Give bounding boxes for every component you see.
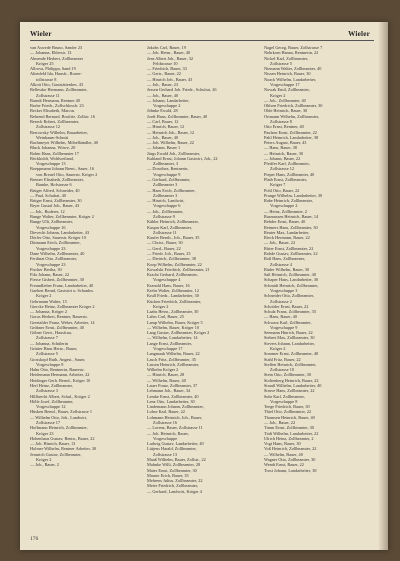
directory-entry: Vorgeschuppe 9 [153, 171, 181, 177]
directory-entry: Zollstrasse 2 [270, 298, 292, 304]
directory-entry: Fikr Johann, Bauer, 22 [30, 272, 70, 278]
directory-entry: Kröger 2 [270, 346, 286, 352]
directory-entry: — Carl, Bauer, 12 [147, 118, 179, 124]
directory-entry: — Friedrich, Bauer, 33 [147, 66, 187, 72]
directory-entry: — Wilhelm Otto, Joh., Landwirt, [30, 414, 88, 420]
directory-entry: Vogt Hans, Bauer, 30 [264, 441, 301, 447]
directory-entry: Vorgeschuppe 2 [270, 203, 298, 209]
directory-entry: Herl Heinz, Zollbeamter, [30, 383, 74, 388]
directory-entry: Krebs Walter, Zollbeamter, 12 [147, 287, 199, 293]
directory-entry: — Joh., Bauer, 22 [264, 240, 296, 246]
directory-entry: — Johanna, Schülerin [30, 340, 69, 346]
directory-entry: — Hans Erich, Zollbeamter, [147, 187, 196, 193]
directory-entry: Hölle Josef, Zollbeamter, [30, 398, 74, 404]
directory-entry: Kracht Gerhard, Zollbeamter, [147, 272, 198, 278]
directory-entry: Vorgeschuppe 4 [153, 277, 181, 283]
directory-entry: Vorgeschuppe 12 [36, 404, 66, 410]
directory-entry: — Johann, Bauer 1 [147, 145, 181, 151]
directory-entry: — Gerd., Bauer, 22 [147, 245, 181, 251]
directory-entry: Berrowsky Wilhelm, Bauarbeiter, [30, 129, 88, 135]
directory-entry: Barndt Hermann, Rentner 40 [30, 97, 80, 103]
running-header-left: Wieler [30, 30, 52, 38]
directory-entry: Bambe, Hofstrasse 6 [36, 182, 72, 188]
directory-entry: Bluck Johanna, Witwe, 20 [30, 145, 76, 151]
directory-entry: Stoltenberg Heinrich, Bauer, 22 [264, 377, 319, 383]
directory-entry: Schneider Otto, Zollbeamter, [264, 293, 314, 299]
directory-entry: — Gerhard, Landwirt, Kröger 4 [147, 488, 202, 494]
directory-entry: — Joh., Bauer, 23 [147, 81, 179, 87]
directory-entry: Zollbeamter, 3 [153, 161, 179, 167]
directory-entry: Fischer Bertha, 30 [30, 266, 62, 272]
directory-entry: Lohse Karl, Bauer, 22 [147, 409, 185, 415]
directory-entry: van Aswede Bruno, Sander 23 [30, 45, 83, 50]
header-rule [30, 40, 374, 41]
directory-entry: Lemke Ernst, Zollbeamter, 40 [147, 393, 199, 399]
directory-entry: Maaß Wilhelm, Bauer, Zollstr., 22 [147, 456, 206, 462]
directory-entry: Ritter Ernst, Zollbeamter, 22 [264, 245, 314, 251]
directory-entry: Dane Wilhelm, Zollbeamter, 40 [30, 250, 85, 256]
directory-entry: Kaufer Bernh., Joh., Bauer, 35 [147, 235, 200, 241]
directory-entry: Kowalski Friedrich, Zollbeamter, 21 [147, 266, 210, 272]
directory-entry: Zollstrasse 17 [36, 419, 60, 425]
directory-entry: Kröger 23 [36, 430, 54, 436]
directory-entry: Lang Gustav, Zollbeamter, Kröger 2 [147, 330, 210, 336]
directory-entry: Pahl Heinrich, Landarbeiter, 38 [264, 134, 319, 140]
directory-entry: Zollstrasse 12 [270, 166, 294, 172]
directory-entry: Kücken Friedrich, Zollbeamter, [147, 298, 202, 304]
directory-entry: Zollstrasse 11 [153, 229, 177, 235]
directory-entry: Bunge Walter, Zollbeamter, Kröger 2 [30, 214, 94, 219]
directory-entry: Teege Friedrich, Bauer, 30 [264, 404, 310, 410]
directory-entry: Saß Heinrich, Zollbeamter, 40 [264, 272, 316, 278]
directory-entry: — Wilhelm, Bauer, 40 [264, 451, 303, 457]
directory-entry: Maier Ernst, Zollbeamter, 30 [147, 467, 197, 473]
directory-entry: — Hans, Bauer, 40 [264, 314, 297, 320]
directory-entry: Feldstrasse 10 [153, 60, 178, 66]
directory-entry: Altenfeld Ida, Hausfr., Rosen- [30, 71, 82, 77]
directory-entry: Schulz Franz, Zollbeamter, 35 [264, 309, 316, 315]
directory-entry: Vorgeschuppe 9 [270, 324, 298, 330]
directory-entry: Timm Ernst, Zollbeamter, 30 [264, 425, 314, 431]
directory-entry: Allrova, Philippa, Sand 19 [30, 66, 76, 72]
directory-entry: Meier Friedrich, Zollbeamter, [147, 483, 199, 489]
directory-entry: Vorgeschuppe 3 [270, 287, 298, 293]
directory-entry: — Wilhelm, Bauer, Kröger 10 [147, 324, 200, 330]
directory-entry: Ulrich Heinz, Zollbeamter, 2 [264, 435, 314, 441]
directory-entry: Lindemann Johann, Zollbeamter, [147, 404, 204, 410]
directory-entry: Struve Hans, Zollbeamter, 22 [264, 388, 315, 394]
directory-entry: Schwarz Karl, Zollbeamter, [264, 319, 312, 325]
directory-entry: Roß Hans, Zollbeamter, [264, 256, 306, 262]
directory-entry: Holmer Wilhelm, Rentner Arbeiter, 30 [30, 446, 97, 452]
directory-entry: Plath Ernst, Zollbeamter, [264, 177, 308, 183]
directory-entry: Vorgeschuppe 8 [36, 361, 64, 367]
directory-entry: Trost Johann, Landarbeiter, 38 [264, 467, 317, 473]
directory-entry: Hüsken Bernd., Bauer, Zollstrasse 1 [30, 409, 93, 415]
directory-entry: Zollstrasse 10 [270, 367, 294, 373]
directory-entry: Ludwig Gustav, Landarbeiter, 40 [147, 441, 204, 447]
directory-entry: — Joh., Bauer, 2 [30, 462, 59, 468]
directory-entry: Krull Friedr., Landarbeiter, 30 [147, 293, 199, 299]
directory-entry: — Joh., Bauer, 40 [147, 92, 179, 98]
directory-entry: Zollstrasse 11 [36, 92, 60, 98]
directory-entry: Langmaak Wilhelm, Bauer, 22 [147, 351, 200, 357]
directory-entry: Laabs Heinr., Zollbeamter, 30 [147, 309, 199, 315]
directory-entry: Lamp Wilhelm, Bauer, Kröger 5 [147, 319, 203, 325]
directory-entry: Pieper Hans, Zollbeamter, 40 [264, 171, 315, 177]
directory-entry: Ohlsen Friedrich, Zollbeamter, 30 [264, 103, 323, 109]
directory-entry: — Johann, Bauer, 22 [264, 155, 301, 161]
directory-entry: — Joh., Zollbeamter, 40 [264, 97, 306, 103]
directory-entry: Stahl Fritz, Bauer, 22 [264, 356, 301, 362]
column-2 [147, 45, 258, 523]
directory-entry: tollstrasse 8 [36, 76, 57, 82]
directory-entry: Beseck Robert, Zollbeamter, [30, 118, 80, 124]
directory-entry: Zollstrasse 5 [270, 60, 292, 66]
column-1 [30, 45, 141, 523]
directory-entry: Grosskopf Ruth, Angest., Sauer, [30, 356, 86, 362]
directory-entry: Rüder Wilhelm, Bauer, 30 [264, 266, 310, 272]
directory-entry: Wilhelm Kröger 2 [147, 367, 179, 373]
directory-entry: Ortmann Wilhelm, Zollbeamter, [264, 113, 320, 119]
directory-entry: Zollbeamter 3 [153, 192, 178, 198]
directory-entry: — Paul, Schulrat, 40 [30, 192, 66, 198]
directory-entry: Nowak Emil, Zollbeamter, [264, 87, 310, 93]
directory-entry: Kröger 7 [270, 182, 286, 188]
directory-entry: Brüger Ernst, Zollbeamter, 30 [30, 198, 82, 204]
running-header-right: Wieler [348, 30, 370, 38]
directory-entry: — Dorothea, Rentnerin, [147, 166, 189, 172]
directory-entry: Lauer Franz, Zollbeamter, 37 [147, 383, 198, 388]
directory-entry: Rabe Heinrich, Zollbeamter, [264, 198, 313, 204]
directory-entry: Sommer Ernst, Zollbeamter, 40 [264, 351, 319, 357]
directory-entry: — Joh. Herm., Bauer, 40 [147, 50, 191, 56]
directory-entry: Fiesse Gisbert, Zollbeamter, 30 [30, 277, 84, 283]
directory-entry: Zollstrasse 8 [270, 118, 292, 124]
directory-entry: Jakobs Carl, Bauer, 19 [147, 45, 186, 50]
directory-entry: Vorgeschuppe 13 [36, 161, 66, 167]
directory-entry: — Hinrich, Bauer, 12 [147, 124, 185, 130]
directory-entry: Zollstrasse 13 [153, 451, 177, 457]
directory-entry: Vorgeschuppe 2 [153, 103, 181, 109]
directory-entry: Thiel Otto, Zollbeamter, 22 [264, 409, 312, 415]
directory-entry: Wagner Otto, Zollbeamter, 30 [264, 456, 316, 462]
directory-entry: Thomsen Heinrich, Bauer, 40 [264, 414, 315, 420]
directory-entry: Nissen Heinrich, Bauer, 30 [264, 71, 311, 77]
directory-columns [30, 45, 375, 523]
directory-entry: — Wilhelm, Bauer, 40 [147, 377, 186, 383]
directory-entry: Bachmeyer Wilhelm, Möbelhändler, 40 [30, 140, 98, 146]
directory-entry: Kaspar Karl, Zollbeamter, [147, 224, 192, 230]
directory-entry: Zollstrasse 12 [36, 124, 60, 130]
directory-entry: Vorgeschuppe 8 [270, 398, 298, 404]
directory-entry: Kröger 25 [36, 60, 54, 66]
directory-entry: Bellesdor Hermann, Zollbeamter, [30, 87, 88, 93]
directory-entry: — Christ., Bauer, 30 [147, 240, 183, 246]
directory-entry: Koop Wilhelm, Zollbeamter, 22 [147, 261, 202, 267]
directory-entry: Lütjens Harald, Zollbeamter, [147, 446, 197, 452]
directory-entry: Brüger Alfred, Schneider, 40 [30, 187, 80, 193]
directory-entry: Pfeiffer Karl, Zollbeamter, [264, 161, 310, 167]
directory-entry: Rohde Gustav, Zollbeamter, 22 [264, 250, 318, 256]
directory-entry: Bremer Elisabeth, Zollbeamter, [30, 177, 84, 183]
directory-entry: Jürgs Ewald Joh., Zollbeamter, [147, 150, 201, 156]
directory-entry: Seemann Hinrich, Bauer, 22 [264, 330, 313, 336]
directory-entry: Reimers Hans, Zollbeamter, 30 [264, 224, 318, 230]
directory-entry: Hoffmann Heinrich, Zollbeamter, [30, 425, 88, 431]
directory-entry: Lange Ernst, Zollbeamter, [147, 340, 192, 346]
directory-entry: Lasch Fritz, Zollbeamter, 35 [147, 356, 196, 362]
directory-entry: Bryer Gustaf Joh., Bauer, 43 [30, 203, 80, 209]
page-number: 176 [30, 536, 39, 542]
directory-entry: Zollbeamter 3 [153, 182, 178, 188]
directory-entry: Gaebert Bernd, Gastwirt u. Schankw. [30, 287, 95, 293]
directory-entry: — Johanna, Kröger 2 [30, 309, 67, 315]
directory-entry: Vorgeschuppe 16 [36, 224, 66, 230]
directory-entry: Behrend Bernard, Brotfrie. Zollstr. 16 [30, 113, 96, 119]
column-3 [264, 45, 375, 523]
directory-entry: — Friedr. Joh., Bauer, 23 [147, 250, 191, 256]
directory-entry: — Wilhelm, Landarbeiter, 14 [147, 335, 198, 341]
directory-entry: Lehmann Joh., Bauer, 34 [147, 388, 191, 394]
directory-entry: Paulsen Ernst, Zollbeamter, 22 [264, 129, 317, 135]
directory-entry: — Johanna, Ehlerstr. 13 [30, 50, 72, 56]
directory-entry: Prange Wilhelm, Landarbeiter, 30 [264, 192, 323, 198]
directory-entry: Freundlieber Franz, Landarbeiter, 40 [30, 282, 94, 288]
directory-entry: Hahn Otto, Rentnerin, Bauerstr. [30, 367, 85, 373]
directory-entry: Nickel Karl, Zollbeamter, [264, 55, 309, 61]
directory-entry: Schmidt Heinrich, Zollbeamter, [264, 282, 319, 288]
directory-entry: — Joh., Ruderer, 12 [30, 208, 65, 214]
directory-entry: Strauß Wilhelm, Landarbeiter, 40 [264, 383, 322, 388]
directory-entry: — Hinrich Joh., Bauer, 43 [147, 76, 193, 82]
directory-entry: Lenz Otto, Landarbeiter, 30 [147, 398, 195, 404]
directory-entry: Nehrkorn Hanna, Rentnerin, 22 [264, 50, 319, 56]
directory-entry: Grütter Hans Hertz., Bauer, [30, 346, 78, 352]
directory-entry: — Dietrich, Zollbeamter, 38 [147, 256, 196, 262]
directory-entry: Kröger 2 [36, 456, 52, 462]
directory-entry: Alkott Otto, Gaststättenbes. 43 [30, 81, 84, 87]
directory-entry: — Heinrich Joh., Bauer, 12 [147, 129, 195, 135]
directory-entry: von Breuel Otto, Sauerstr. Kröger 2 [36, 171, 98, 177]
directory-entry: Sievers Johann, Landarbeiter, [264, 340, 315, 346]
directory-entry: Kähler Heinrich, Zollbeamter, [147, 219, 199, 225]
directory-entry: Vorgeschuppe [153, 435, 178, 441]
directory-entry: Siebert Max, Zollbeamter, 30 [264, 335, 315, 341]
directory-entry: Bohm Hans, Zollbeamter 17 [30, 150, 79, 156]
directory-entry: Zollstrasse 7 [36, 335, 58, 341]
directory-entry: Dittmann Erich, Zollbeamter, [30, 240, 81, 246]
directory-entry: Gorus Herbert, Rentner, Bauerstr. [30, 314, 88, 320]
directory-page [20, 22, 388, 550]
directory-entry: — Hans, Bauer, 38 [264, 145, 297, 151]
directory-entry: Zollstrasse 5 [36, 351, 58, 357]
directory-entry: — Hinrich, Bauer, 28 [147, 372, 185, 378]
directory-entry: Heidinger Gerh. Bernd., Kröger 10 [30, 377, 91, 383]
directory-entry: Niemann Walter, Zollbeamter, 40 [264, 66, 322, 72]
directory-entry: Reuter Max, Landarbeiter, [264, 229, 310, 235]
directory-entry: — Heinrich, Bauer, 30 [264, 150, 304, 156]
directory-entry: Maurer Erich, Bauer, 35 [147, 472, 189, 478]
directory-entry: Jordt Hans, Zollbeamter, Bauer, 40 [147, 113, 208, 119]
directory-entry: — Joh., Bauer, 22 [264, 419, 296, 425]
directory-entry: Vorgeschuppe 6 [153, 203, 181, 209]
directory-entry: Weinbaum-Schnitt [36, 134, 69, 140]
directory-entry: Becker Elisabeth, Marcus [30, 108, 75, 114]
directory-entry: Otto Ernst, Rentner, 40 [264, 124, 304, 130]
directory-entry: Jens Albert Joh., Bauer, 32 [147, 55, 194, 61]
directory-entry: Heidemann Hermann, Arbeiter, 22 [30, 372, 90, 378]
directory-entry: Almende Herbert, Zollbeamter [30, 55, 84, 61]
directory-entry: Zollstrasse 9 [153, 214, 175, 219]
directory-entry: Zollstrasse 16 [153, 419, 177, 425]
directory-entry: Gehrmann Walter, 15 [30, 298, 67, 304]
directory-entry: Voß Heinrich, Zollbeamter, 22 [264, 446, 317, 452]
directory-entry: Peters August, Bauer, 43 [264, 140, 307, 146]
directory-entry: — Gerhard, Zollbeamter, [147, 177, 191, 183]
directory-entry: Schaper Hans, Landarbeiter, 30 [264, 277, 319, 283]
directory-entry: Suhr Karl, Zollbeamter, [264, 393, 305, 399]
directory-entry: Steffen Heinrich, Zollbeamter, [264, 361, 317, 367]
directory-entry: Schröder Ernst, Bauer, 22 [264, 303, 309, 309]
directory-entry: — Johann, Landarbeiter, [147, 97, 190, 103]
directory-entry: Mahnke Willi, Zollbeamter, 28 [147, 462, 201, 468]
directory-entry: Gölner Gertr., Hausfrau, [30, 330, 72, 336]
directory-entry: Greetahler Franz, Weber, Arbeiter, 14 [30, 319, 95, 325]
directory-entry: — Joh. Hinrich, Bauer, 13 [30, 441, 76, 447]
directory-entry: Jessen Gerhard Joh. Friedr., Schulrat, 26 [147, 87, 217, 93]
directory-entry: — Lorenz, Bauer, Zollstrasse 11 [147, 425, 203, 431]
directory-entry: Stein Otto, Zollbeamter, 30 [264, 372, 311, 378]
directory-entry: Dievecht Johann, Landarbeiter, 43 [30, 229, 90, 235]
directory-entry: Dörfer Otto, Sauerstr. Kröger 10 [30, 235, 86, 241]
directory-entry: Nagel Georg, Bauer, Zollstrasse 7 [264, 45, 323, 50]
directory-entry: — Joh. Wilhelm, Bauer, 22 [147, 140, 194, 146]
directory-entry: Mehrens Julius, Zollbeamter, 22 [147, 478, 203, 484]
directory-entry: Grübner Ernst, Zollbeamter, 40 [30, 324, 84, 330]
directory-entry: Kröger 2 [36, 293, 52, 299]
directory-entry: Kranold Hans, Bauer, 16 [147, 282, 190, 288]
directory-entry: Kröger 2 [270, 92, 286, 98]
directory-entry: Pohl Otto, Bauer, 22 [264, 187, 300, 193]
directory-entry: Kröger 2 [153, 303, 169, 309]
directory-entry: Olde Heinrich, Bauer, 30 [264, 108, 308, 114]
directory-entry: Böckholdt, Wohlweiland, [30, 155, 74, 161]
directory-entry: Lahrs Carl, Bauer, 25 [147, 314, 184, 320]
directory-entry: Zollstrasse 3 [36, 388, 58, 394]
directory-entry: Giercke Heinz, Zollbeamter Kröger 2 [30, 303, 95, 309]
directory-entry: — Joh., Bauer, 40 [147, 134, 179, 140]
directory-entry: Lassen Heinrich, Zollbeamter, [147, 361, 200, 367]
directory-entry: Vorgeschuppe 17 [270, 81, 300, 87]
directory-entry: — Hinrich, Landwirt, [147, 198, 185, 204]
directory-entry: Noack Wilhelm, Landarbeiter, [264, 76, 317, 82]
directory-entry: Jennrich Gustav, Zollbeamter, [30, 451, 82, 457]
directory-entry: Bunge Ulli, Zollbeamter, [30, 219, 74, 225]
directory-entry: Vorgeschuppe 17 [153, 346, 183, 352]
directory-entry: Hillbrecht Albert, Schul., Kröger 2 [30, 393, 90, 399]
directory-entry: Boeppmann Johann Brent., Sauer, 16 [30, 166, 94, 172]
directory-entry: Hohenhaus Gustav, Rentn., Bauer, 22 [30, 435, 95, 441]
directory-entry: — Heinz, Zollbeamter, 2 [264, 208, 307, 214]
directory-entry: Vorgeschuppe 23 [36, 245, 66, 251]
directory-entry: Jöhnke Ewald, 28 [147, 108, 178, 114]
directory-entry: Rehder Ernst, Bauer, 40 [264, 219, 306, 225]
directory-entry: — Gertr., Bauer, 22 [147, 71, 181, 77]
directory-entry: — Joh. Heinrich, Bauer, [147, 430, 189, 436]
directory-entry: Zollstrasse 4 [270, 261, 292, 267]
directory-entry: Rasmussen Heinrich, Bauer, 14 [264, 214, 319, 219]
directory-entry: Borbe Friedr., Zollschlossfr. 23 [30, 103, 84, 109]
directory-entry: Tödt Wilhelm, Landarbeiter, 22 [264, 430, 319, 436]
directory-entry: Lohmann Heinrich, Joh., Bauer, [147, 414, 203, 420]
directory-entry: Wendt Ernst, Bauer, 22 [264, 462, 304, 468]
directory-entry: Vorgeschuppe 23 [36, 261, 66, 267]
directory-entry: Ferdinat Otto, Zollbeamter, [30, 256, 78, 262]
directory-entry: Kahland Ernst, Johann Gastwirt, Joh., 22 [147, 155, 218, 161]
directory-entry: — Joh., Zollbeamter, [147, 208, 184, 214]
directory-entry: Rieck Hermann, Bauer, 22 [264, 235, 310, 241]
